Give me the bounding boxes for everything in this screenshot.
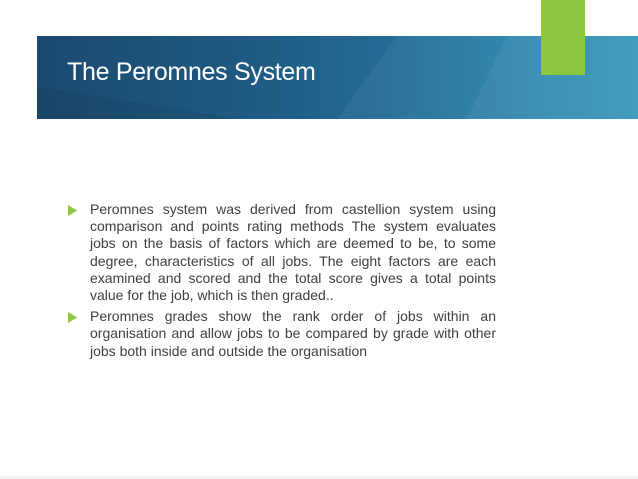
slide-content (68, 201, 496, 364)
bullet-item (68, 201, 496, 304)
green-accent-bar (541, 0, 585, 75)
right-triangle-icon (68, 202, 90, 219)
slide-title: The Peromnes System (67, 58, 316, 86)
bullet-text: Peromnes grades show the rank order of jobs within an organisation and allow jobs to be compared by grade with other jobs both inside and outside the organisation (90, 308, 496, 359)
right-triangle-icon (68, 309, 90, 326)
bullet-text: Peromnes system was derived from castellion system using comparison and points rating methods The system evaluates jobs on the basis of factors which are deemed to be, to some degree, characteristics of all jobs. The eight factors are each examined and scored and the total score gives a total points value for the job, which is then graded.. (90, 201, 496, 304)
bullet-item (68, 308, 496, 360)
